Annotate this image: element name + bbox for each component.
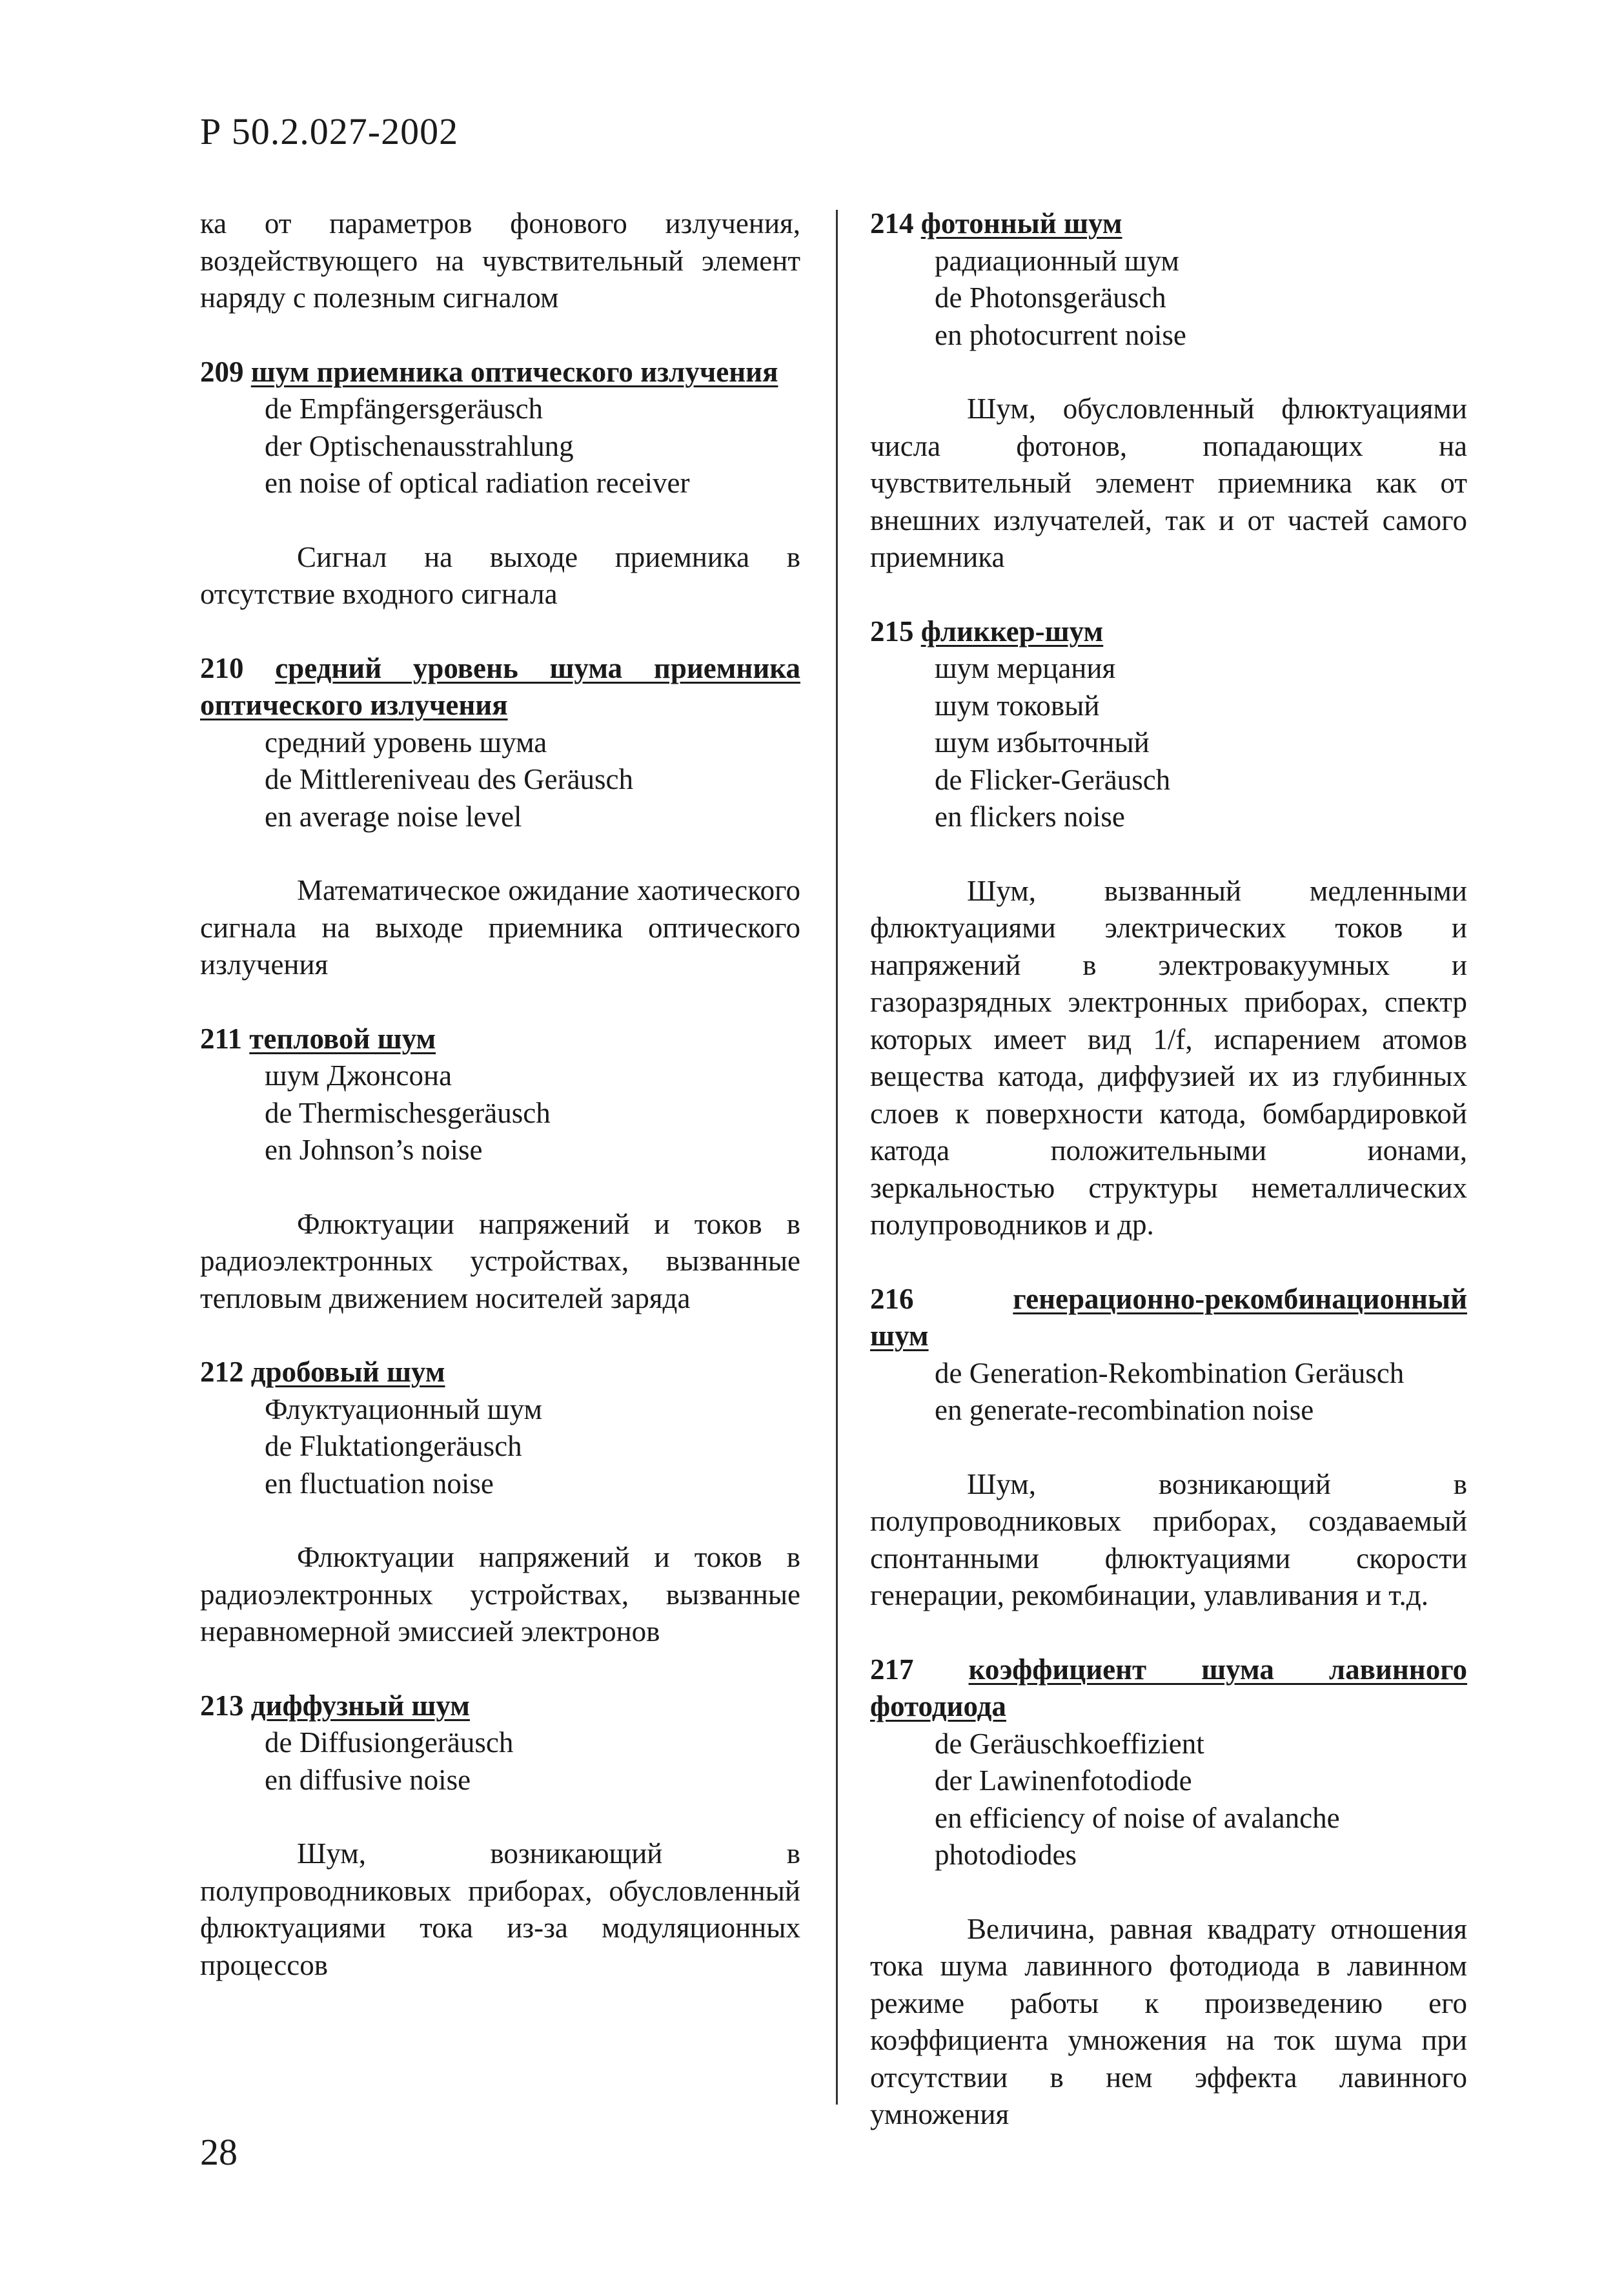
term-entry-210 xyxy=(200,650,800,984)
synonym: de Fluktationgeräusch xyxy=(265,1430,522,1462)
term-title: средний уровень шума приемника оптического излучения xyxy=(200,651,800,721)
term-heading xyxy=(200,1354,800,1391)
synonym: photodiodes xyxy=(935,1839,1077,1871)
term-definition: Флюктуации напряжений и токов в радиоэлектронных устройствах, вызванные неравномерной эмиссией электронов xyxy=(200,1541,800,1648)
synonym: шум токовый xyxy=(935,689,1100,722)
column-divider xyxy=(836,210,838,2105)
synonym: de Generation-Rekombination Geräusch xyxy=(935,1356,1405,1389)
term-number: 215 xyxy=(870,615,914,648)
term-number: 211 xyxy=(200,1022,243,1055)
term-title: тепловой шум xyxy=(249,1022,436,1055)
synonym: en flickers noise xyxy=(935,801,1125,833)
term-entry-213 xyxy=(200,1688,800,1984)
continuation-text: ка от параметров фонового излучения, воздействующего на чувствительный элемент наряду с полезным сигналом xyxy=(200,207,800,314)
synonym: der Optischenausstrahlung xyxy=(265,429,574,462)
term-entry-212 xyxy=(200,1354,800,1651)
synonym: en generate-recombination noise xyxy=(935,1394,1314,1426)
term-number: 209 xyxy=(200,355,244,388)
term-title: шум приемника оптического излучения xyxy=(250,355,778,388)
synonym: de Empfängersgeräusch xyxy=(265,393,543,425)
term-heading-continuation xyxy=(870,1318,1467,1355)
term-definition: Шум, вызванный медленными флюктуациями электрических токов и напряжений в электровакуумных и газоразрядных электронных приборах, спектр которых имеет вид 1/f, испарением атомов вещества катода, диффузией их из глубинных слоев к поверхности катода, бомбардировкой катода положительными ионами, зеркальностью структуры неметаллических полупроводников и др. xyxy=(870,874,1467,1241)
synonym: de Flicker-Geräusch xyxy=(935,763,1171,796)
synonym: de Mittlereniveau des Geräusch xyxy=(265,763,634,795)
synonym: der Lawinenfotodiode xyxy=(935,1764,1192,1797)
synonym: de Photonsgeräusch xyxy=(935,281,1166,314)
synonym: en Johnson’s noise xyxy=(265,1134,483,1166)
synonym: шум мерцания xyxy=(935,652,1116,684)
term-number: 212 xyxy=(200,1356,244,1388)
term-title: коэффициент шума лавинного фотодиода xyxy=(870,1653,1468,1722)
term-number: 213 xyxy=(200,1689,244,1722)
term-definition: Шум, обусловленный флюктуациями числа фотонов, попадающих на чувствительный элемент приемника как от внешних излучателей, так и от частей самого приемника xyxy=(870,393,1467,573)
term-number: 217 xyxy=(870,1653,914,1686)
term-heading xyxy=(870,613,1467,651)
synonym: радиационный шум xyxy=(935,244,1179,277)
synonym: Флуктуационный шум xyxy=(265,1393,542,1425)
term-entry-217 xyxy=(870,1651,1467,2134)
term-entry-215 xyxy=(870,613,1467,1244)
term-title: диффузный шум xyxy=(250,1689,470,1722)
term-number: 216 xyxy=(870,1282,914,1315)
term-definition: Сигнал на выходе приемника в отсутствие входного сигнала xyxy=(200,540,800,610)
term-title: генерационно-рекомбинационный xyxy=(1013,1282,1467,1315)
synonym: en fluctuation noise xyxy=(265,1467,494,1500)
term-heading xyxy=(200,354,800,391)
synonym: en photocurrent noise xyxy=(935,318,1186,351)
term-title: фотонный шум xyxy=(920,207,1122,240)
term-heading xyxy=(870,205,1467,243)
synonym: de Geräuschkoeffizient xyxy=(935,1727,1204,1760)
term-entry-216 xyxy=(870,1281,1467,1615)
synonym: средний уровень шума xyxy=(265,726,547,759)
synonym: en average noise level xyxy=(265,800,522,833)
synonym: de Diffusiongeräusch xyxy=(265,1726,514,1759)
term-definition: Шум, возникающий в полупроводниковых приборах, обусловленный флюктуациями тока из-за модуляционных процессов xyxy=(200,1837,800,1981)
synonym: шум избыточный xyxy=(935,726,1150,759)
document-code: Р 50.2.027-2002 xyxy=(200,110,459,152)
term-definition: Шум, возникающий в полупроводниковых приборах, создаваемый спонтанными флюктуациями скорости генерации, рекомбинации, улавливания и т.д. xyxy=(870,1467,1467,1611)
synonym: en efficiency of noise of avalanche xyxy=(935,1801,1340,1834)
term-definition: Математическое ожидание хаотического сигнала на выходе приемника оптического излучения xyxy=(200,874,800,981)
term-heading xyxy=(200,650,800,724)
term-heading xyxy=(200,1688,800,1725)
term-title: дробовый шум xyxy=(250,1356,445,1388)
term-title: фликкер-шум xyxy=(920,615,1104,648)
term-entry-211 xyxy=(200,1021,800,1318)
term-entry-209 xyxy=(200,354,800,613)
left-column xyxy=(200,205,800,1984)
term-title-continuation: шум xyxy=(870,1320,929,1352)
term-definition: Флюктуации напряжений и токов в радиоэлектронных устройствах, вызванные тепловым движением носителей заряда xyxy=(200,1207,800,1314)
term-entry-214 xyxy=(870,205,1467,576)
right-column xyxy=(870,205,1467,2134)
term-heading xyxy=(870,1281,1467,1318)
synonym: en noise of optical radiation receiver xyxy=(265,467,690,499)
page-number: 28 xyxy=(200,2131,238,2173)
term-definition: Величина, равная квадрату отношения тока шума лавинного фотодиода в лавинном режиме работы к произведению его коэффициента умножения на ток шума при отсутствии в нем эффекта лавинного умножения xyxy=(870,1912,1467,2130)
synonym: en diffusive noise xyxy=(265,1763,471,1796)
term-heading xyxy=(870,1651,1467,1726)
synonym: de Thermischesgeräusch xyxy=(265,1096,551,1129)
synonym: шум Джонсона xyxy=(265,1059,452,1092)
term-number: 210 xyxy=(200,651,244,684)
term-number: 214 xyxy=(870,207,914,240)
term-heading xyxy=(200,1021,800,1058)
